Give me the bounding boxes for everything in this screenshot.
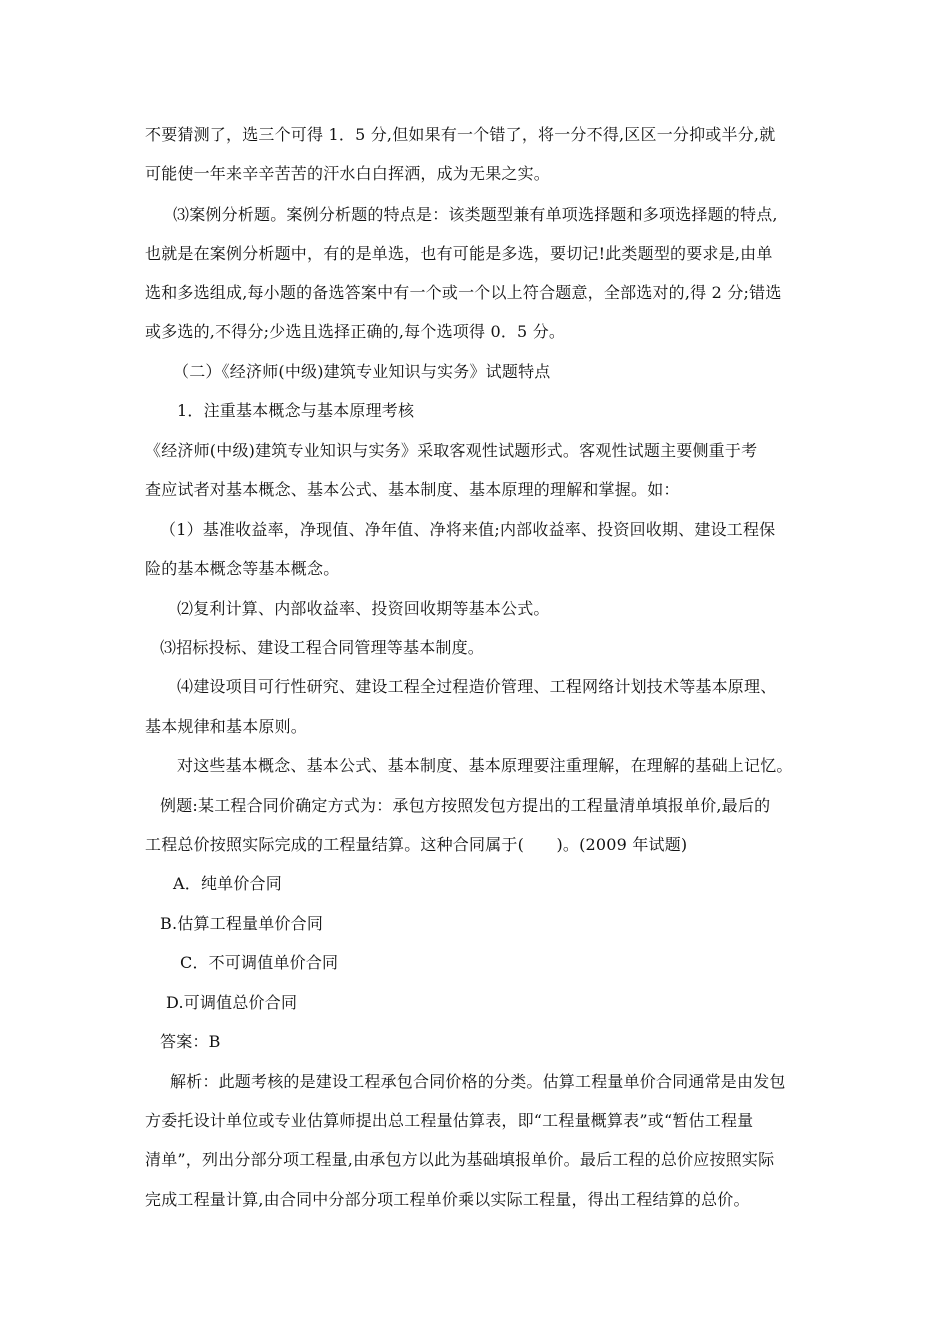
subheading: 1．注重基本概念与基本原理考核 <box>177 401 415 420</box>
example-question: 例题:某工程合同价确定方式为：承包方按照发包方提出的工程量清单填报单价,最后的 <box>160 796 771 815</box>
list-item: ⑶招标投标、建设工程合同管理等基本制度。 <box>160 638 485 657</box>
text-line: 不要猜测了，选三个可得 1．5 分,但如果有一个错了，将一分不得,区区一分抑或半分,就 <box>145 125 776 144</box>
list-item: ⑵复利计算、内部收益率、投资回收期等基本公式。 <box>177 599 550 618</box>
option-b: B.估算工程量单价合同 <box>160 914 324 933</box>
text-line: 《经济师(中级)建筑专业知识与实务》采取客观性试题形式。客观性试题主要侧重于考 <box>145 441 758 460</box>
list-item: （1）基准收益率，净现值、净年值、净将来值;内部收益率、投资回收期、建设工程保 <box>160 520 776 539</box>
list-item: ⑷建设项目可行性研究、建设工程全过程造价管理、工程网络计划技术等基本原理、 <box>177 677 777 696</box>
answer: 答案：B <box>160 1032 221 1051</box>
option-a: A．纯单价合同 <box>173 874 282 893</box>
section-heading: （二）《经济师(中级)建筑专业知识与实务》试题特点 <box>173 362 551 381</box>
example-question: 工程总价按照实际完成的工程量结算。这种合同属于( )。(2009 年试题) <box>145 835 688 854</box>
text-line: 查应试者对基本概念、基本公式、基本制度、基本原理的理解和掌握。如： <box>145 480 680 499</box>
analysis: 解析：此题考核的是建设工程承包合同价格的分类。估算工程量单价合同通常是由发包 <box>170 1072 786 1091</box>
text-line: 也就是在案例分析题中，有的是单选，也有可能是多选，要切记!此类题型的要求是,由单 <box>145 244 773 263</box>
analysis: 方委托设计单位或专业估算师提出总工程量估算表，即“工程量概算表”或“暂估工程量 <box>145 1111 754 1130</box>
analysis: 完成工程量计算,由合同中分部分项工程单价乘以实际工程量，得出工程结算的总价。 <box>145 1190 750 1209</box>
text-line: 可能使一年来辛辛苦苦的汗水白白挥洒，成为无果之实。 <box>145 164 551 183</box>
text-line: ⑶案例分析题。案例分析题的特点是：该类题型兼有单项选择题和多项选择题的特点, <box>173 205 778 224</box>
option-d: D.可调值总价合同 <box>166 993 298 1012</box>
analysis: 清单”，列出分部分项工程量,由承包方以此为基础填报单价。最后工程的总价应按照实际 <box>145 1150 775 1169</box>
text-line: 选和多选组成,每小题的备选答案中有一个或一个以上符合题意，全部选对的,得 2 分;错选 <box>145 283 782 302</box>
option-c: C．不可调值单价合同 <box>180 953 339 972</box>
text-line: 对这些基本概念、基本公式、基本制度、基本原理要注重理解，在理解的基础上记忆。 <box>177 756 793 775</box>
text-line: 或多选的,不得分;少选且选择正确的,每个选项得 0．5 分。 <box>145 322 566 341</box>
list-item: 基本规律和基本原则。 <box>145 717 308 736</box>
list-item: 险的基本概念等基本概念。 <box>145 559 340 578</box>
